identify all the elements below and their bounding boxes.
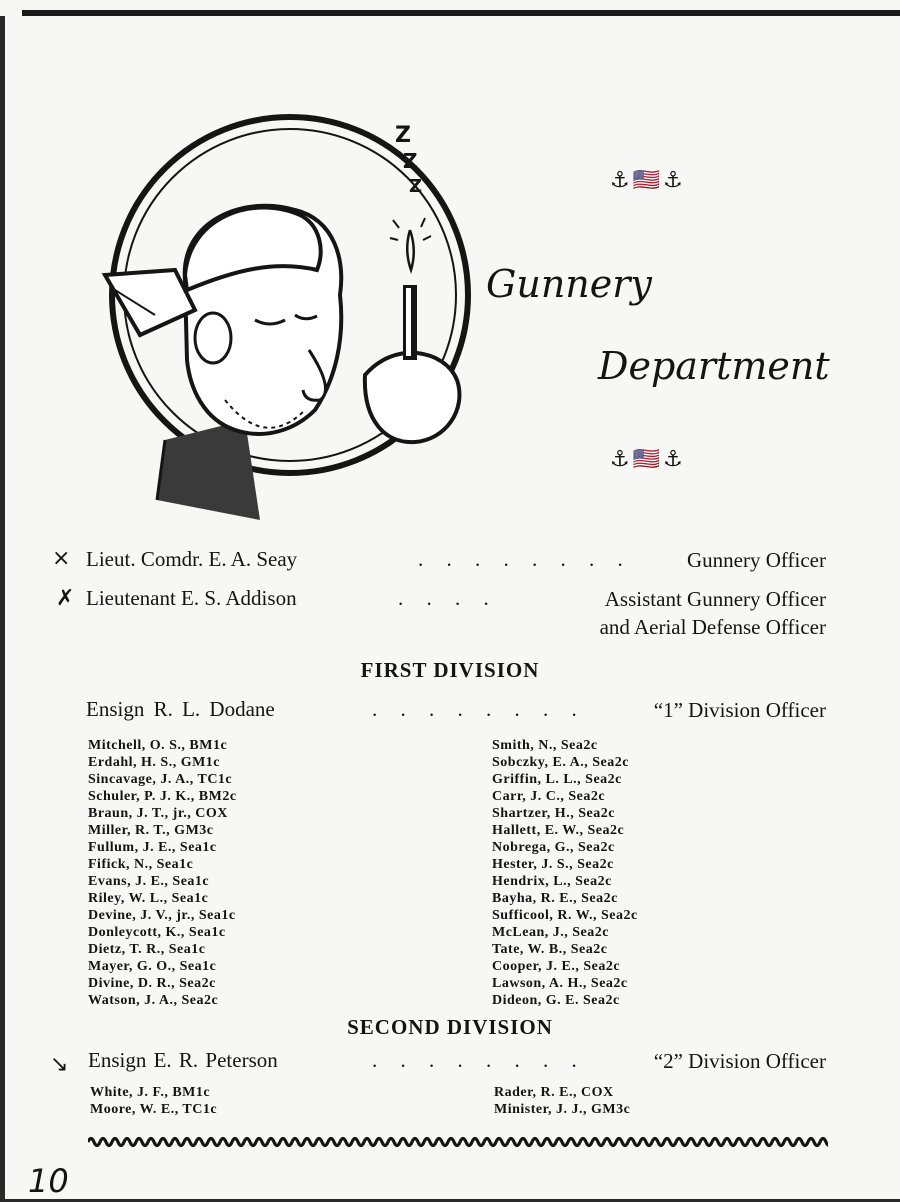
roster-entry: Fullum, J. E., Sea1c xyxy=(88,840,217,855)
roster-entry: Nobrega, G., Sea2c xyxy=(492,840,615,855)
roster-entry: Fifick, N., Sea1c xyxy=(88,857,194,872)
roster-entry: Hallett, E. W., Sea2c xyxy=(492,823,625,838)
first-division-roster-left xyxy=(88,737,237,1009)
check-mark-icon: ✗ xyxy=(56,586,75,611)
roster-entry: Bayha, R. E., Sea2c xyxy=(492,891,618,906)
second-division-roster-right xyxy=(494,1084,630,1118)
officer-title: Gunnery Officer xyxy=(687,548,826,572)
roster-entry: White, J. F., BM1c xyxy=(90,1085,211,1100)
roster-entry: Lawson, A. H., Sea2c xyxy=(492,976,628,991)
top-border xyxy=(22,10,900,16)
roster-entry: Miller, R. T., GM3c xyxy=(88,823,214,838)
roster-entry: Shartzer, H., Sea2c xyxy=(492,806,615,821)
roster-entry: Sincavage, J. A., TC1c xyxy=(88,772,233,787)
section-heading-first-division: FIRST DIVISION xyxy=(360,658,540,682)
second-division-roster-left xyxy=(90,1084,217,1118)
page-title-line-2: Department xyxy=(598,344,830,388)
officer-title-continued: and Aerial Defense Officer xyxy=(599,615,826,639)
officer-title: Assistant Gunnery Officer xyxy=(604,587,826,611)
anchor-flag-emblem-bottom: ⚓🇺🇸⚓ xyxy=(610,447,686,472)
roster-entry: Cooper, J. E., Sea2c xyxy=(492,959,621,974)
roster-entry: Riley, W. L., Sea1c xyxy=(88,891,209,906)
roster-entry: Sufficool, R. W., Sea2c xyxy=(492,908,638,923)
roster-entry: Schuler, P. J. K., BM2c xyxy=(88,789,237,804)
roster-entry: Carr, J. C., Sea2c xyxy=(492,789,606,804)
dot-leader: . . . . xyxy=(398,586,498,610)
roster-entry: Smith, N., Sea2c xyxy=(492,738,598,753)
roster-entry: Evans, J. E., Sea1c xyxy=(88,874,210,889)
svg-text:Z: Z xyxy=(403,149,418,173)
section-heading-second-division: SECOND DIVISION xyxy=(347,1015,553,1039)
roster-entry: Minister, J. J., GM3c xyxy=(494,1102,631,1117)
roster-entry: Donleycott, K., Sea1c xyxy=(88,925,226,940)
check-mark-icon: ↘ xyxy=(50,1052,69,1077)
roster-entry: Braun, J. T., jr., COX xyxy=(88,806,228,821)
roster-entry: Watson, J. A., Sea2c xyxy=(88,993,219,1008)
roster-entry: Mayer, G. O., Sea1c xyxy=(88,959,217,974)
wavy-divider xyxy=(88,1132,828,1152)
roster-entry: Erdahl, H. S., GM1c xyxy=(88,755,221,770)
roster-entry: Sobczky, E. A., Sea2c xyxy=(492,755,629,770)
roster-entry: Rader, R. E., COX xyxy=(494,1085,614,1100)
dot-leader: . . . . . . . . xyxy=(372,697,586,721)
division-officer-title: “2” Division Officer xyxy=(653,1049,826,1073)
svg-text:Z: Z xyxy=(409,176,423,197)
roster-entry: Tate, W. B., Sea2c xyxy=(492,942,608,957)
division-officer-title: “1” Division Officer xyxy=(653,698,826,722)
dot-leader: . . . . . . . . xyxy=(418,547,632,571)
first-division-roster-right xyxy=(492,737,638,1009)
officer-name: Lieut. Comdr. E. A. Seay xyxy=(86,547,298,571)
roster-entry: Mitchell, O. S., BM1c xyxy=(88,738,228,753)
roster-entry: Dideon, G. E. Sea2c xyxy=(492,993,620,1008)
page-title-line-1: Gunnery xyxy=(486,262,652,306)
roster-entry: Moore, W. E., TC1c xyxy=(90,1102,218,1117)
anchor-flag-emblem-top: ⚓🇺🇸⚓ xyxy=(610,168,686,193)
svg-text:Z: Z xyxy=(395,123,411,148)
page-number: 10 xyxy=(28,1162,69,1200)
roster-entry: Divine, D. R., Sea2c xyxy=(88,976,216,991)
officer-name: Lieutenant E. S. Addison xyxy=(86,586,297,610)
roster-entry: Griffin, L. L., Sea2c xyxy=(492,772,622,787)
division-officer-name: Ensign E. R. Peterson xyxy=(88,1048,278,1072)
roster-entry: Devine, J. V., jr., Sea1c xyxy=(88,908,236,923)
roster-entry: Dietz, T. R., Sea1c xyxy=(88,942,206,957)
roster-entry: McLean, J., Sea2c xyxy=(492,925,609,940)
division-officer-name: Ensign R. L. Dodane xyxy=(86,697,275,721)
sleeping-sailor-illustration xyxy=(95,110,475,530)
check-mark-icon: × xyxy=(52,546,71,571)
roster-entry: Hester, J. S., Sea2c xyxy=(492,857,614,872)
dot-leader: . . . . . . . . xyxy=(372,1048,586,1072)
roster-entry: Hendrix, L., Sea2c xyxy=(492,874,612,889)
